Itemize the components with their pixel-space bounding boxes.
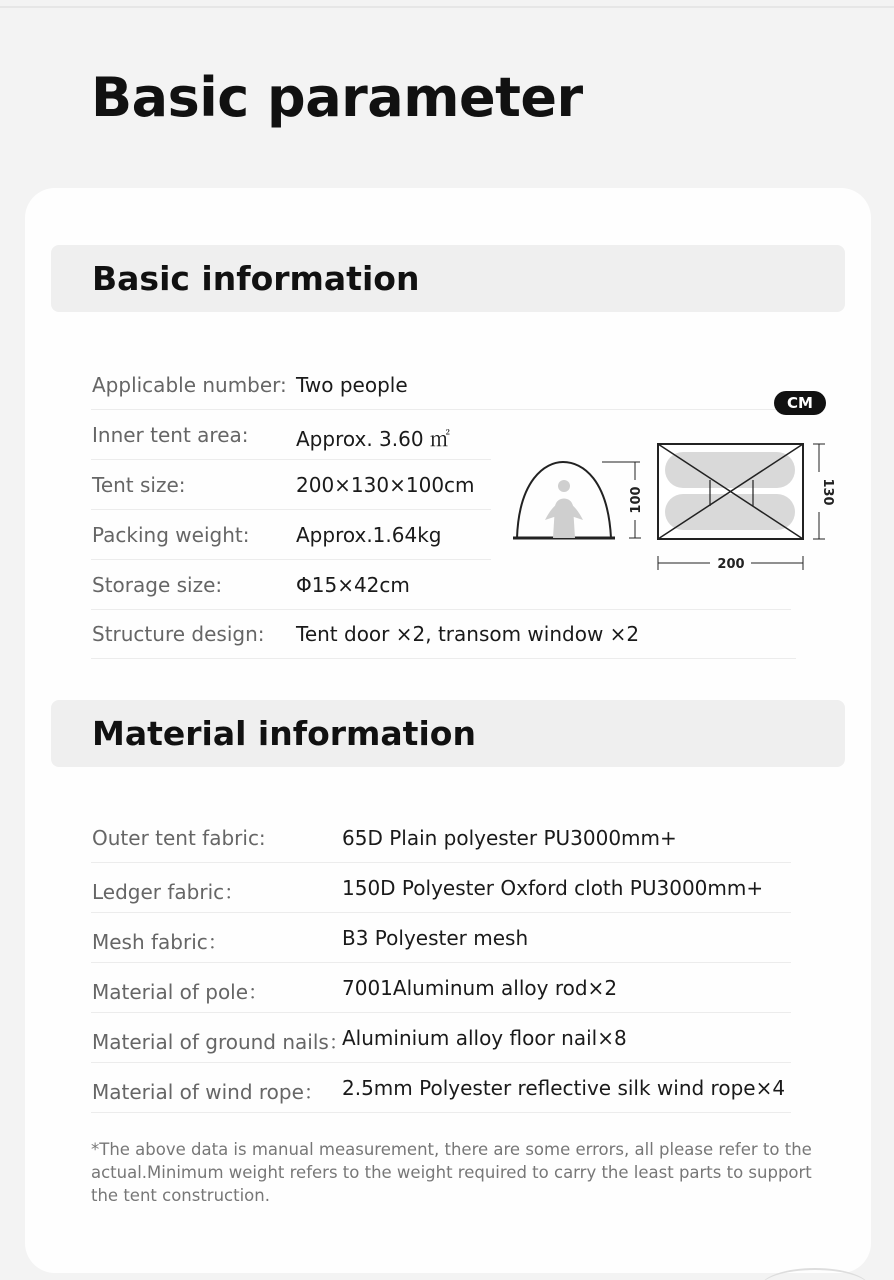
spec-row xyxy=(91,510,491,560)
length-dimension xyxy=(658,556,803,572)
basic-info-heading: Basic information xyxy=(92,259,420,298)
material-row xyxy=(91,1063,791,1113)
material-row xyxy=(91,963,791,1013)
length-label: 200 xyxy=(717,557,745,572)
spec-row xyxy=(91,360,791,410)
spec-label: Storage size: xyxy=(92,573,223,597)
top-divider xyxy=(0,6,894,8)
width-dimension xyxy=(813,444,835,539)
material-row xyxy=(91,863,791,913)
tent-dimension-diagram xyxy=(505,420,835,580)
spec-row xyxy=(91,460,491,510)
material-info-header xyxy=(51,700,845,767)
spec-value: Approx.1.64kg xyxy=(296,523,442,547)
height-dimension xyxy=(602,462,644,538)
spec-value: Approx. 3.60 ㎡ xyxy=(296,427,450,451)
material-value: 65D Plain polyester PU3000mm+ xyxy=(342,826,677,850)
material-label: Material of wind rope： xyxy=(92,1080,324,1104)
width-label: 130 xyxy=(820,478,835,506)
spec-value: Φ15×42cm xyxy=(296,573,410,597)
spec-label: Structure design: xyxy=(92,622,265,646)
material-info-heading: Material information xyxy=(92,714,476,753)
material-value: Aluminium alloy floor nail×8 xyxy=(342,1026,627,1050)
tent-top-view-icon xyxy=(658,444,803,539)
material-label: Outer tent fabric: xyxy=(92,826,266,850)
spec-label: Packing weight: xyxy=(92,523,250,547)
material-label: Ledger fabric： xyxy=(92,880,245,904)
spec-value: 200×130×100cm xyxy=(296,473,475,497)
tent-front-view-icon xyxy=(513,462,615,538)
material-value: B3 Polyester mesh xyxy=(342,926,529,950)
spec-value: Tent door ×2, transom window ×2 xyxy=(296,622,640,646)
material-value: 2.5mm Polyester reflective silk wind rope×4 xyxy=(342,1076,786,1100)
unit-badge: CM xyxy=(774,391,826,415)
material-label: Material of pole： xyxy=(92,980,269,1004)
material-row xyxy=(91,1013,791,1063)
material-value: 150D Polyester Oxford cloth PU3000mm+ xyxy=(342,876,764,900)
spec-value: Two people xyxy=(296,373,408,397)
spec-label: Inner tent area: xyxy=(92,423,249,447)
spec-row xyxy=(91,410,491,460)
footnote: *The above data is manual measurement, there are some errors, all please refer to the actual.Minimum weight refers to the weight required to carry the least parts to support the tent construction. xyxy=(91,1140,812,1205)
material-row xyxy=(91,813,791,863)
page-title: Basic parameter xyxy=(91,66,583,129)
material-label: Mesh fabric： xyxy=(92,930,228,954)
height-label: 100 xyxy=(629,486,644,514)
material-value: 7001Aluminum alloy rod×2 xyxy=(342,976,618,1000)
spec-label: Applicable number: xyxy=(92,373,287,397)
basic-info-header xyxy=(51,245,845,312)
spec-row xyxy=(91,609,796,659)
material-label: Material of ground nails： xyxy=(92,1030,349,1054)
spec-label: Tent size: xyxy=(92,473,186,497)
material-row xyxy=(91,913,791,963)
